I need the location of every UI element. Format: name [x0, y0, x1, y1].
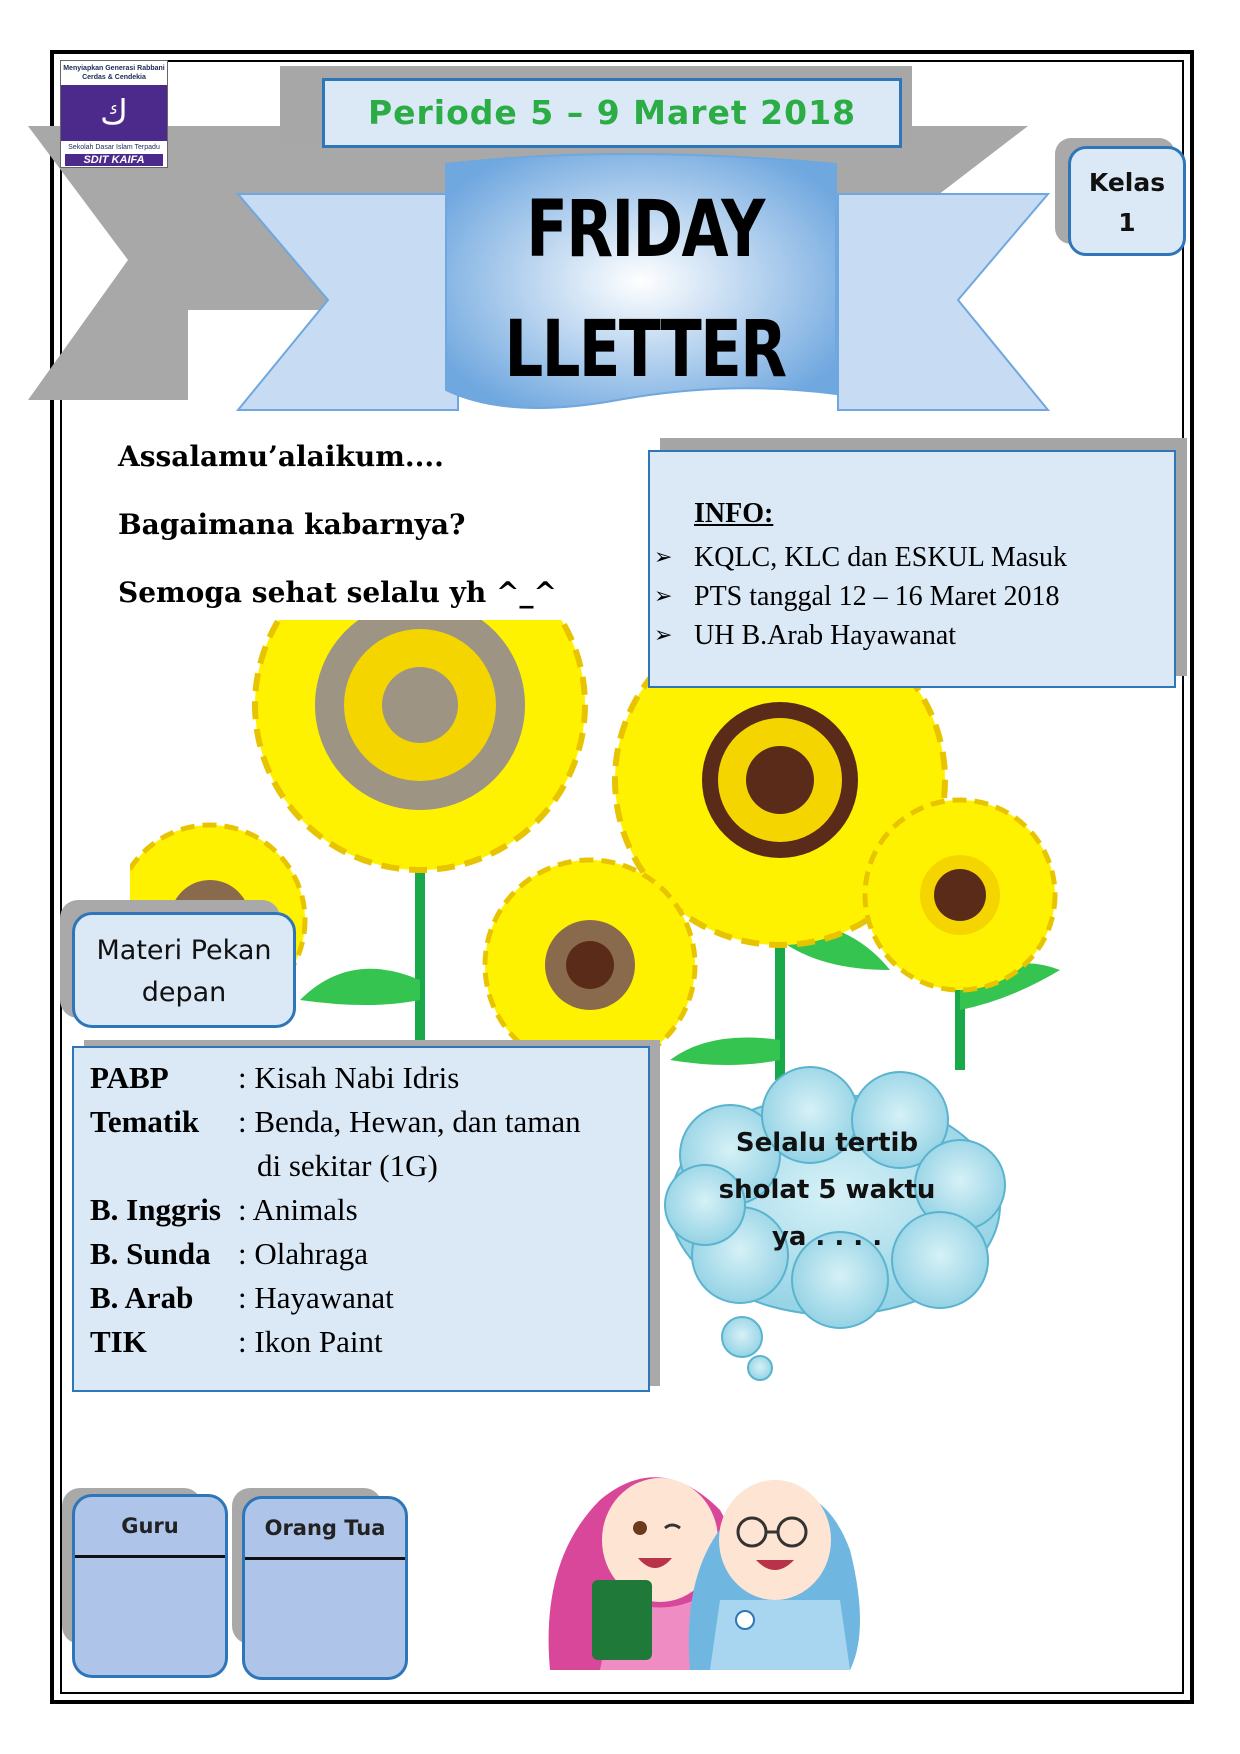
greeting-line-1: Assalamu’alaikum.... [118, 440, 444, 473]
sunflower-3 [865, 800, 1055, 990]
subject-topic: di sekitar (1G) [257, 1148, 438, 1183]
subject-topic: : Kisah Nabi Idris [238, 1060, 460, 1095]
girls-illustration [520, 1430, 880, 1700]
info-title: INFO: [694, 498, 774, 529]
subject-topic: : Benda, Hewan, dan taman [238, 1104, 581, 1139]
signature-guru-label: Guru [75, 1497, 225, 1558]
info-item: ➢ UH B.Arab Hayawanat [650, 616, 1067, 655]
kelas-value: 1 [1118, 208, 1136, 237]
info-list [650, 538, 1067, 655]
logo-tagline: Menyiapkan Generasi Rabbani Cerdas & Cendekia [63, 65, 165, 81]
signature-parent-box [242, 1496, 408, 1680]
subject-name: Tematik [90, 1104, 200, 1139]
subject-topic: : Hayawanat [238, 1280, 394, 1315]
subjects-box [72, 1046, 650, 1392]
greeting-line-2: Bagaimana kabarnya? [118, 508, 466, 541]
subject-topic: : Ikon Paint [238, 1324, 383, 1359]
sunflower-1 [255, 620, 585, 870]
subject-topic: : Olahraga [238, 1236, 368, 1271]
cloud-message [712, 1120, 942, 1261]
materi-label-line-2: depan [141, 977, 227, 1008]
logo-school-short: SDIT KAIFA [65, 154, 163, 166]
info-item: ➢ PTS tanggal 12 – 16 Maret 2018 [650, 577, 1067, 616]
title-line-2: LLETTER [504, 305, 786, 395]
subject-name: B. Inggris [90, 1192, 221, 1227]
info-box [648, 450, 1176, 688]
materi-label-box [72, 912, 296, 1028]
kelas-box [1068, 146, 1186, 256]
school-logo [60, 60, 168, 168]
newsletter-title [493, 170, 797, 410]
subject-name: B. Arab [90, 1280, 194, 1315]
logo-school-full: Sekolah Dasar Islam Terpadu [68, 144, 160, 151]
arrow-bullet-icon: ➢ [654, 584, 673, 609]
subject-name: TIK [90, 1324, 147, 1359]
arrow-bullet-icon: ➢ [654, 623, 673, 648]
materi-label-line-1: Materi Pekan [96, 935, 272, 966]
subject-name: PABP [90, 1060, 169, 1095]
cloud-line-2: sholat 5 waktu [718, 1175, 936, 1205]
subject-topic: : Animals [238, 1192, 358, 1227]
cloud-line-1: Selalu tertib [735, 1128, 919, 1158]
signature-parent-label: Orang Tua [245, 1499, 405, 1560]
title-line-1: FRIDAY [526, 185, 764, 275]
info-item: ➢ KQLC, KLC dan ESKUL Masuk [650, 538, 1067, 577]
logo-glyph: ك [61, 85, 167, 141]
periode-label: Periode 5 – 9 Maret 2018 [322, 78, 902, 148]
greeting-line-3: Semoga sehat selalu yh ^_^ [118, 576, 557, 609]
subject-name: B. Sunda [90, 1236, 211, 1271]
cloud-line-3: ya . . . . [771, 1222, 883, 1252]
kelas-label: Kelas [1088, 168, 1166, 197]
sunflower-4 [485, 860, 695, 1070]
arrow-bullet-icon: ➢ [654, 545, 673, 570]
signature-guru-box [72, 1494, 228, 1678]
